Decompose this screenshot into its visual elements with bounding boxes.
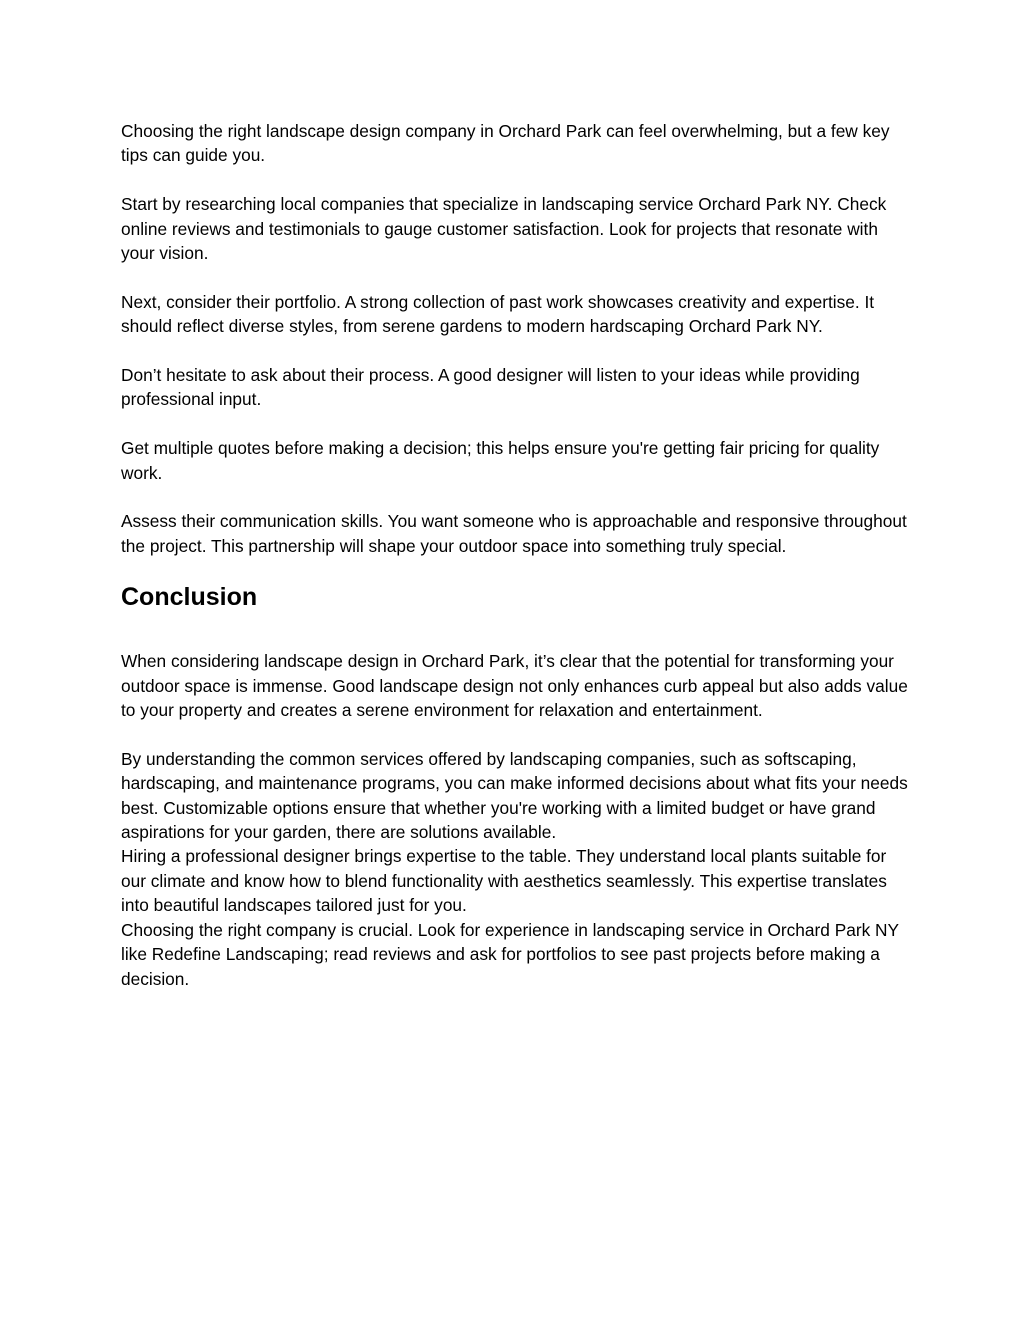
intro-paragraph-1: Choosing the right landscape design company in Orchard Park can feel overwhelming, but a few key tips can guide you. bbox=[121, 121, 890, 166]
conclusion-paragraph-2: By understanding the common services offered by landscaping companies, such as softscaping, hardscaping, and maintenance programs, you can make informed decisions about what fits your needs best. Customizable options ensure that whether you're working with a limited budget or have grand aspirations for your garden, there are solutions available. bbox=[121, 748, 908, 843]
conclusion-heading: Conclusion bbox=[121, 583, 258, 612]
intro-paragraph-3: Next, consider their portfolio. A strong collection of past work showcases creativity and expertise. It should reflect diverse styles, from serene gardens to modern hardscaping Orchard Park NY. bbox=[121, 291, 875, 337]
document-page bbox=[121, 119, 911, 991]
conclusion-paragraph-3: Hiring a professional designer brings expertise to the table. They understand local plants suitable for our climate and know how to blend functionality with aesthetics seamlessly. This expertise translates into beautiful landscapes tailored just for you. bbox=[121, 846, 887, 916]
intro-paragraph-6: Assess their communication skills. You want someone who is approachable and responsive throughout the project. This partnership will shape your outdoor space into something truly special. bbox=[121, 511, 907, 556]
conclusion-paragraph-1: When considering landscape design in Orchard Park, it’s clear that the potential for transforming your outdoor space is immense. Good landscape design not only enhances curb appeal but also adds value to your property and creates a serene environment for relaxation and entertainment. bbox=[121, 651, 908, 721]
conclusion-paragraph-4: Choosing the right company is crucial. Look for experience in landscaping service in Orchard Park NY like Redefine Landscaping; read reviews and ask for portfolios to see past projects before making a decision. bbox=[121, 919, 899, 989]
intro-paragraph-5: Get multiple quotes before making a decision; this helps ensure you're getting fair pricing for quality work. bbox=[121, 438, 880, 483]
intro-paragraph-4: Don’t hesitate to ask about their process. A good designer will listen to your ideas while providing professional input. bbox=[121, 365, 860, 410]
intro-paragraph-2: Start by researching local companies that specialize in landscaping service Orchard Park NY. Check online reviews and testimonials to gauge customer satisfaction. Look for projects that resonate with your vision. bbox=[121, 194, 887, 264]
